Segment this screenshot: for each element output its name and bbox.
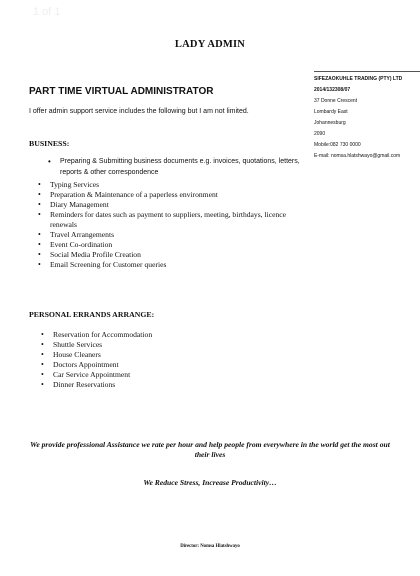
list-item: • Shuttle Services [53, 340, 152, 350]
list-item: • Car Service Appointment [53, 370, 152, 380]
errands-list [53, 330, 152, 390]
director-signature: Director: Nomsa Hlatshwayo [180, 544, 240, 549]
list-item: • Event Co-ordination [50, 240, 305, 250]
business-section-title: BUSINESS: [29, 139, 70, 148]
address-line: 37 Donne Crescent [314, 98, 358, 104]
list-item: • Typing Services [50, 180, 305, 190]
address-line: 2090 [314, 131, 326, 137]
intro-text: I offer admin support service includes the following but I am not limited. [29, 108, 249, 115]
service-statement: We provide professional Assistance we rate per hour and help people from everywhere in the world get the most out their lives [30, 440, 390, 459]
company-name: SIFEZAOKUHLE TRADING (PTY) LTD [314, 76, 403, 82]
address-line: Johannesburg [314, 120, 346, 126]
document-title: LADY ADMIN [174, 39, 246, 50]
list-item: • Preparing & Submitting business documents e.g. invoices, quotations, letters, reports & other correspondence [50, 157, 305, 178]
phone-line: Mobile:082 730 0000 [314, 142, 361, 148]
list-item: • Social Media Profile Creation [50, 250, 305, 260]
service-heading: PART TIME VIRTUAL ADMINISTRATOR [29, 86, 214, 97]
list-item: • Doctors Appointment [53, 360, 152, 370]
company-registration: 2014/132308/07 [314, 87, 351, 93]
list-item: • Travel Arrangements [50, 230, 305, 240]
slogan: We Reduce Stress, Increase Productivity… [143, 478, 277, 487]
address-line: Lombardy East [314, 109, 348, 115]
page-number: 1 of 1 [33, 6, 61, 18]
list-item: • Reminders for dates such as payment to suppliers, meeting, birthdays, licence renewals [50, 210, 305, 230]
list-item: • House Cleaners [53, 350, 152, 360]
list-item: • Email Screening for Customer queries [50, 260, 305, 270]
company-details [314, 71, 420, 162]
list-item: • Reservation for Accommodation [53, 330, 152, 340]
business-list [50, 157, 305, 270]
list-item: • Preparation & Maintenance of a paperless environment [50, 190, 305, 200]
errands-section-title: PERSONAL ERRANDS ARRANGE: [29, 310, 155, 319]
email-line: E-mail: nomsa.hlatshwayo@gmail.com [314, 153, 401, 159]
list-item: • Diary Management [50, 200, 305, 210]
list-item: • Dinner Reservations [53, 380, 152, 390]
